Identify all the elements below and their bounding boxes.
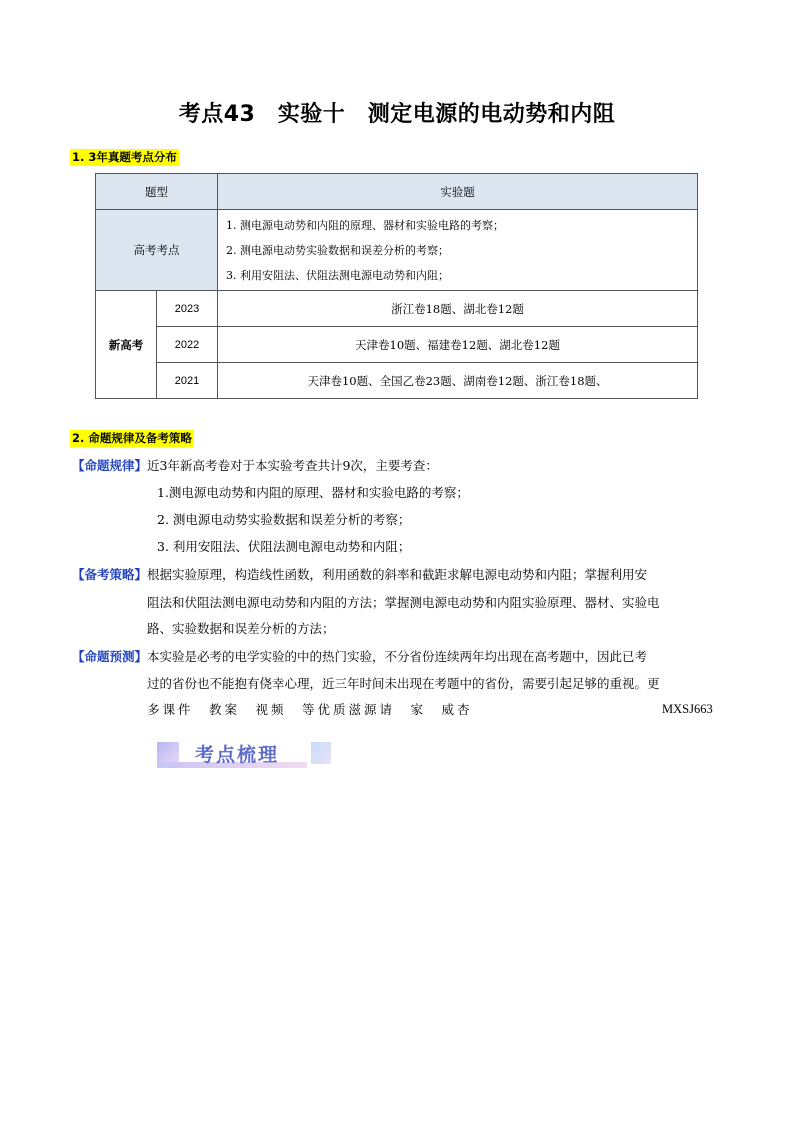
year-cell: 2021 <box>157 363 218 399</box>
rule-item: 1.测电源电动势和内阻的原理、器材和实验电路的考察； <box>157 485 469 500</box>
strategy-tag: 【备考策略】 <box>72 567 148 582</box>
table-row <box>96 327 698 363</box>
strategy-line: 阻法和伏阻法测电源电动势和内阻的方法；掌握测电源电动势和内阻实验原理、器材、实验电 <box>147 595 660 610</box>
banner-left-decoration <box>157 742 179 764</box>
footer-text: 多课件 教案 视频 等优质滋源请 家 威杏 <box>147 702 473 717</box>
page-title: 考点43 实验十 测定电源的电动势和内阻 <box>178 102 616 127</box>
strategy-paragraph <box>72 562 647 587</box>
predict-paragraph <box>72 644 647 669</box>
papers-cell: 天津卷10题、福建卷12题、湖北卷12题 <box>218 327 698 363</box>
section-banner <box>157 740 333 772</box>
predict-line: 过的省份也不能抱有侥幸心理，近三年时间未出现在考题中的省份，需要引起足够的重视。更 <box>147 676 660 691</box>
year-cell: 2022 <box>157 327 218 363</box>
points-row <box>96 210 698 291</box>
predict-line: 本实验是必考的电学实验的中的热门实验，不分省份连续两年均出现在高考题中，因此已考 <box>147 649 648 664</box>
banner-label: 考点梳理 <box>195 744 280 766</box>
footer-code: MXSJ663 <box>662 702 713 716</box>
exam-distribution-table <box>95 173 698 399</box>
section1-heading: 1. 3年真题考点分布 <box>72 150 177 164</box>
rule-item: 3. 利用安阻法、伏阻法测电源电动势和内阻； <box>157 539 411 554</box>
points-label: 高考考点 <box>96 210 218 291</box>
predict-tag: 【命题预测】 <box>72 649 148 664</box>
section2-heading: 2. 命题规律及备考策略 <box>72 431 192 445</box>
rule-tag: 【命题规律】 <box>72 458 148 473</box>
year-cell: 2023 <box>157 291 218 327</box>
table-row <box>96 363 698 399</box>
strategy-line: 根据实验原理，构造线性函数，利用函数的斜率和截距求解电源电动势和内阻；掌握利用安 <box>147 567 648 582</box>
point-item: 1. 测电源电动势和内阻的原理、器材和实验电路的考察； <box>226 218 504 232</box>
papers-cell: 浙江卷18题、湖北卷12题 <box>218 291 698 327</box>
rule-paragraph <box>72 453 438 478</box>
banner-right-decoration <box>311 742 331 764</box>
table-header-row <box>96 174 698 210</box>
papers-cell: 天津卷10题、全国乙卷23题、湖南卷12题、浙江卷18题、 <box>218 363 698 399</box>
point-item: 2. 测电源电动势实验数据和误差分析的考察； <box>226 243 449 257</box>
header-type-label: 题型 <box>96 174 218 210</box>
point-item: 3. 利用安阻法、伏阻法测电源电动势和内阻； <box>226 268 449 282</box>
points-list <box>218 210 698 291</box>
header-type-value: 实验题 <box>218 174 698 210</box>
table-row <box>96 291 698 327</box>
strategy-line: 路、实验数据和误差分析的方法； <box>147 621 335 636</box>
rule-item: 2. 测电源电动势实验数据和误差分析的考察； <box>157 512 411 527</box>
group-label: 新高考 <box>96 291 157 399</box>
rule-intro: 近3年新高考卷对于本实验考查共计9次，主要考查： <box>147 458 438 473</box>
